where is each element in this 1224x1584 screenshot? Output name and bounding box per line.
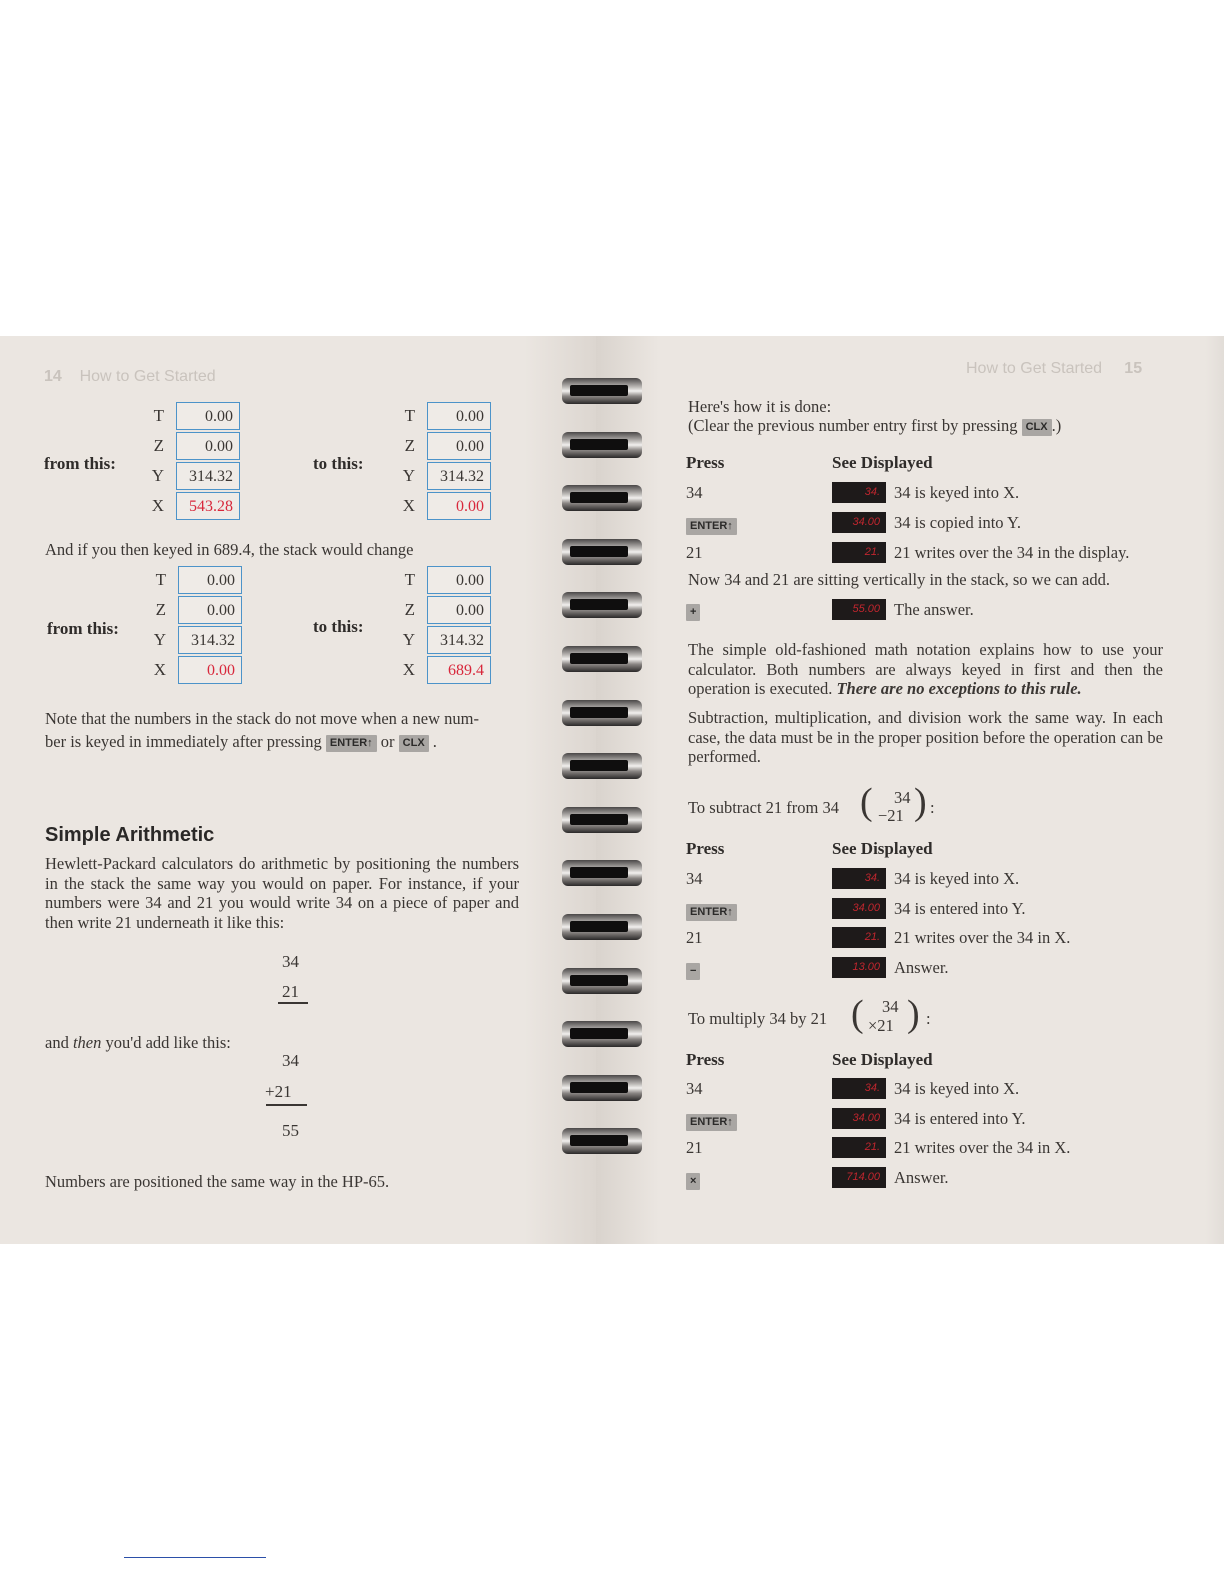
section-title: Simple Arithmetic [45,824,215,846]
stack-from-cell: 0.00 [178,566,242,594]
stack-to-cell: 0.00 [427,492,491,520]
stack-from-cell: 0.00 [178,656,242,684]
stack-to-cell: 689.4 [427,656,491,684]
display-description: Answer. [894,957,949,977]
spiral-ring [562,753,642,779]
closing-text: Numbers are positioned the same way in the HP-65. [45,1172,390,1191]
note-or: or [380,732,395,751]
table3-press-header: Press [686,1050,725,1069]
calculator-display: 34. [832,1078,886,1099]
spiral-ring [562,807,642,833]
then-text-post: you'd add like this: [101,1033,231,1052]
calculator-display: 34.00 [832,1108,886,1129]
note-line-1: Note that the numbers in the stack do not move when a new num- [45,709,479,728]
calculator-display: 55.00 [832,599,886,620]
stack2-to-label: to this: [313,617,364,636]
subtract-top: 34 [894,788,911,807]
stack-from-cell: 314.32 [176,462,240,490]
left-running-head: How to Get Started [79,368,216,385]
table1-press-header: Press [686,453,725,472]
clear-instruction-text: (Clear the previous number entry first by pressing [688,416,1018,435]
then-text-ital: then [72,1033,102,1052]
no-exceptions-text: There are no exceptions to this rule. [836,679,1082,698]
how-done-intro: Here's how it is done: [688,397,832,416]
stack-from-cell: 0.00 [178,596,242,624]
then-text-pre: and [45,1033,73,1052]
calculator-display: 714.00 [832,1167,886,1188]
stack-to-cell: 314.32 [427,626,491,654]
stack-to-cell: 0.00 [427,432,491,460]
calculator-display: 34.00 [832,512,886,533]
left-page-header [44,368,216,386]
right-page-header [966,360,1142,378]
notation-paragraph [688,640,1163,699]
clear-instruction-end: .) [1051,416,1062,435]
ring-hole [570,1135,628,1146]
spiral-ring [562,646,642,672]
stack-change-intro: And if you then keyed in 689.4, the stack would change [45,540,414,559]
stack-from-cell: 0.00 [176,432,240,460]
subtract-right-paren: ) [914,781,927,823]
press-cell [686,517,737,535]
stack-register-label: T [153,406,164,425]
ring-hole [570,975,628,986]
table1-see-header: See Displayed [832,453,933,472]
stack-register-label: T [155,570,166,589]
note-line-2 [45,732,437,752]
then-text [45,1033,231,1053]
right-running-head: How to Get Started [966,360,1103,377]
stack-register-label: X [402,660,415,679]
press-cell: 34 [686,1079,703,1098]
ring-hole [570,599,628,610]
spiral-ring [562,968,642,994]
ring-hole [570,707,628,718]
left-page [0,336,596,1244]
example2-bottom: +21 [265,1082,292,1101]
ring-hole [570,653,628,664]
clx-key: CLX [399,735,429,752]
example1-top: 34 [282,952,299,971]
calculator-key: ENTER↑ [686,1114,737,1131]
press-cell [686,1113,737,1131]
spiral-ring [562,592,642,618]
footnote-rule [124,1557,266,1558]
stack-register-label: Z [153,436,164,455]
ring-hole [570,492,628,503]
stack-register-label: X [402,496,415,515]
press-cell [686,962,700,980]
notation-text: The simple old-fashioned math notation explains how to use your calculator. Both numbers are always keyed in first and then the operation is executed. [688,640,1163,698]
section-text: Hewlett-Packard calculators do arithmetic by positioning the numbers in the stack the same way you would on paper. For instance, if your numbers were 34 and 21 you would write 34 on a piece of paper and then write 21 underneath it like this: [45,854,519,932]
calculator-display: 21. [832,1137,886,1158]
display-description: 34 is keyed into X. [894,483,1020,502]
press-cell: 34 [686,869,703,888]
example1-rule [278,1002,308,1004]
ring-hole [570,1082,628,1093]
table3-see-header: See Displayed [832,1050,933,1069]
example2-result: 55 [282,1121,299,1140]
calculator-display: 34.00 [832,898,886,919]
stack-from-cell: 314.32 [178,626,242,654]
ring-hole [570,921,628,932]
press-cell: 21 [686,1138,703,1157]
press-cell [686,1172,700,1190]
spiral-ring [562,485,642,511]
press-cell: 21 [686,928,703,947]
stack-register-label: Z [155,600,166,619]
display-description: 34 is keyed into X. [894,1079,1020,1098]
stack-register-label: Y [153,630,166,649]
example2-rule [266,1104,307,1106]
note-line-2-text: ber is keyed in immediately after pressing [45,732,322,751]
book-spread [0,336,1224,1244]
stack-from-cell: 543.28 [176,492,240,520]
subtraction-paragraph: Subtraction, multiplication, and division work the same way. In each case, the data must be in the proper position before the operation can be performed. [688,708,1163,766]
calculator-key: ENTER↑ [686,904,737,921]
stack1-to-label: to this: [313,454,364,473]
left-page-number: 14 [44,368,62,385]
stack-to-cell: 0.00 [427,596,491,624]
stack2-from-label: from this: [47,619,119,638]
display-description: 34 is copied into Y. [894,513,1021,532]
calculator-display: 34. [832,868,886,889]
display-description: 21 writes over the 34 in the display. [894,543,1130,562]
clx-key-right: CLX [1022,419,1052,436]
stack-register-label: Y [402,630,415,649]
display-description: The answer. [894,600,974,619]
display-description: 34 is entered into Y. [894,898,1026,918]
spiral-ring [562,378,642,404]
ring-hole [570,867,628,878]
example1-bottom: 21 [282,982,299,1001]
ring-hole [570,814,628,825]
multiply-colon: : [926,1009,931,1028]
ring-hole [570,439,628,450]
example2-top: 34 [282,1051,299,1070]
table2-see-header: See Displayed [832,839,933,858]
multiply-bottom: ×21 [868,1016,894,1035]
ring-hole [570,385,628,396]
display-description: 21 writes over the 34 in X. [894,1138,1071,1157]
stack-from-cell: 0.00 [176,402,240,430]
stack-to-cell: 314.32 [427,462,491,490]
calculator-display: 21. [832,927,886,948]
stack-register-label: T [404,406,415,425]
spiral-ring [562,1021,642,1047]
display-description: 34 is keyed into X. [894,869,1020,888]
stack-register-label: Z [404,436,415,455]
stack-register-label: Y [402,466,415,485]
table2-press-header: Press [686,839,725,858]
spiral-ring [562,700,642,726]
multiply-left-paren: ( [851,993,864,1035]
stack-register-label: Z [404,600,415,619]
spiral-ring [562,1128,642,1154]
stack-register-label: X [151,496,164,515]
press-cell: 21 [686,543,703,562]
stack-register-label: Y [151,466,164,485]
subtract-colon: : [930,798,935,817]
spiral-ring [562,914,642,940]
multiply-right-paren: ) [907,993,920,1035]
calculator-display: 21. [832,542,886,563]
spiral-ring [562,1075,642,1101]
clear-instruction [688,416,1061,436]
stack-to-cell: 0.00 [427,566,491,594]
calculator-display: 34. [832,482,886,503]
display-description: Answer. [894,1167,949,1187]
calculator-key: ENTER↑ [686,518,737,535]
multiply-intro: To multiply 34 by 21 [688,1009,828,1028]
calculator-key: × [686,1173,700,1190]
ring-hole [570,546,628,557]
subtract-left-paren: ( [860,781,873,823]
enter-key: ENTER↑ [326,735,377,752]
plus-key: + [686,604,700,621]
now-text: Now 34 and 21 are sitting vertically in the stack, so we can add. [688,570,1111,589]
display-description: 21 writes over the 34 in X. [894,928,1071,947]
stack1-from-label: from this: [44,454,116,473]
press-cell [686,603,700,621]
subtract-bottom: −21 [878,806,904,825]
stack-to-cell: 0.00 [427,402,491,430]
spiral-ring [562,539,642,565]
ring-hole [570,760,628,771]
subtract-intro: To subtract 21 from 34 [688,798,839,817]
spiral-ring [562,860,642,886]
right-page [596,336,1224,1244]
ring-hole [570,1028,628,1039]
right-page-number: 15 [1124,360,1143,377]
stack-register-label: X [153,660,166,679]
stack-register-label: T [404,570,415,589]
display-description: 34 is entered into Y. [894,1108,1026,1128]
calculator-display: 13.00 [832,957,886,978]
press-cell: 34 [686,483,703,502]
note-end: . [432,732,437,751]
spiral-ring [562,432,642,458]
multiply-top: 34 [882,997,899,1016]
calculator-key: − [686,963,700,980]
press-cell [686,903,737,921]
